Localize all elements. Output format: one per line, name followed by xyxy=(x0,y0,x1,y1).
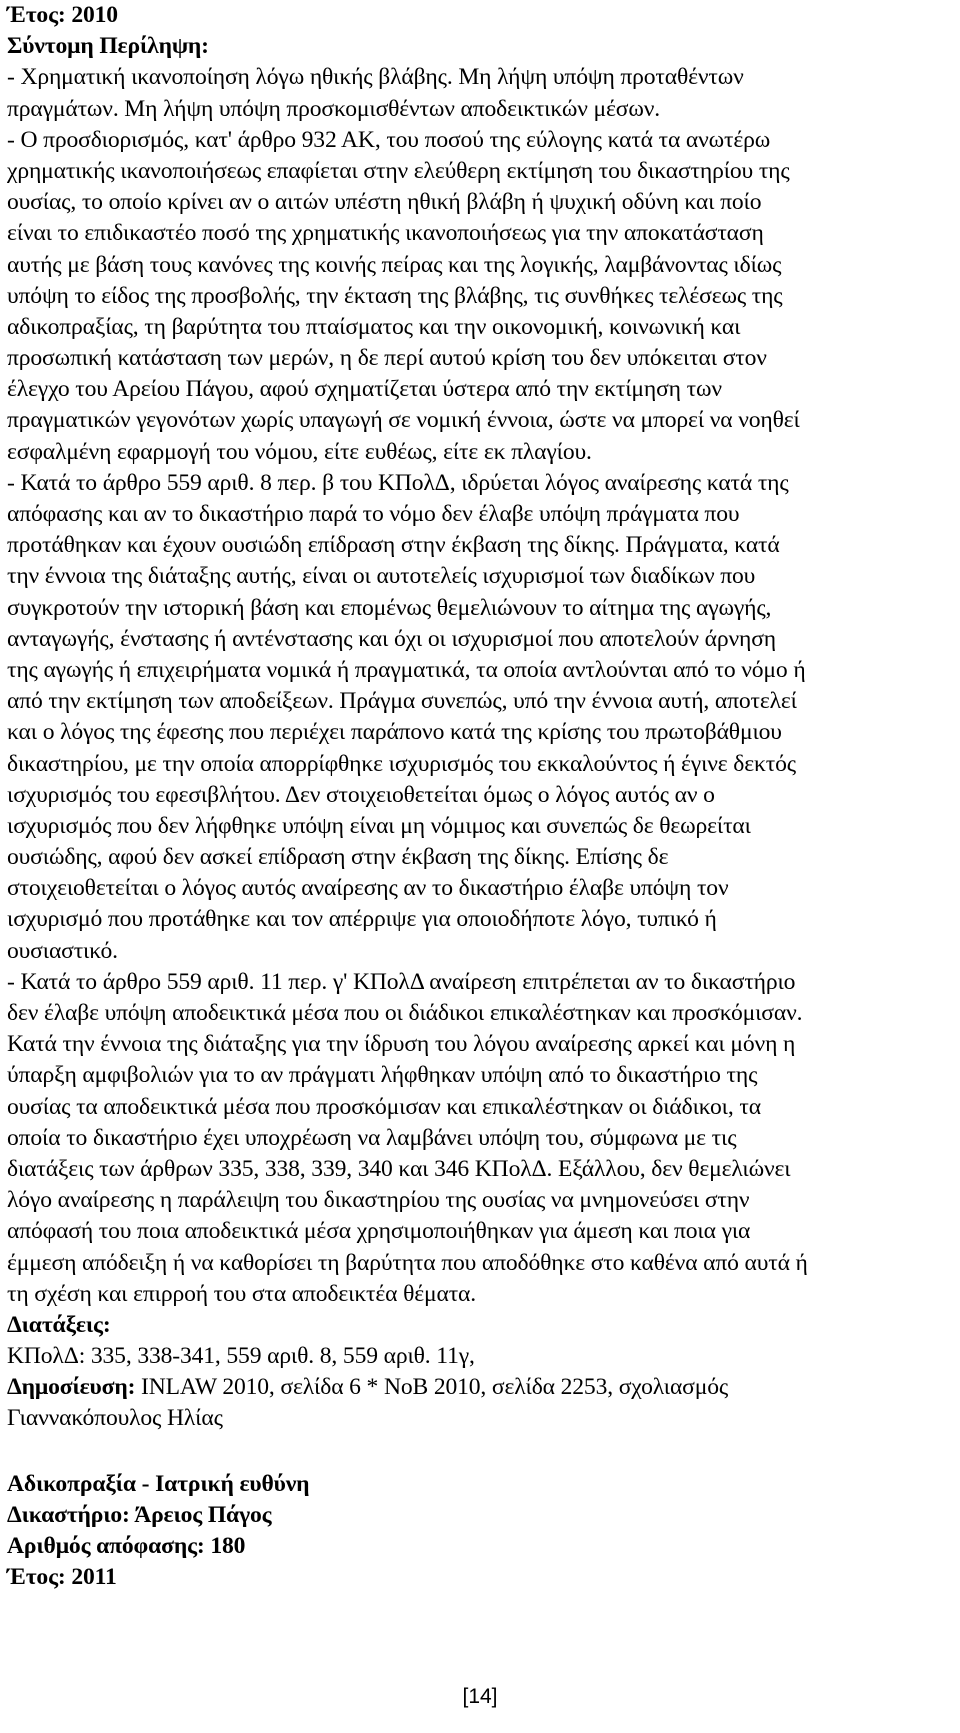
document-page xyxy=(7,0,957,1593)
summary-line: Κατά την έννοια της διάταξης για την ίδρυση του λόγου αναίρεσης αρκεί και μόνη η xyxy=(7,1031,796,1058)
publication-line xyxy=(7,1372,957,1403)
summary-line: - Κατά το άρθρο 559 αριθ. 11 περ. γ' ΚΠολΔ αναίρεση επιτρέπεται αν το δικαστήριο xyxy=(7,968,796,995)
summary-heading: Σύντομη Περίληψη: xyxy=(7,33,209,60)
summary-line: έλεγχο του Αρείου Πάγου, αφού σχηματίζεται ύστερα από την εκτίμηση των xyxy=(7,376,722,403)
summary-line: λόγο αναίρεσης η παράλειψη του δικαστηρίου της ουσίας να μνημονεύσει στην xyxy=(7,1187,750,1214)
year-label: Έτος: xyxy=(7,2,66,28)
summary-line: ύπαρξη αμφιβολιών για το αν πράγματι λήφθηκαν υπόψη από το δικαστήριο της xyxy=(7,1062,758,1089)
summary-line: ανταγωγής, ένστασης ή αντένστασης και όχι οι ισχυρισμοί που αποτελούν άρνηση xyxy=(7,625,776,652)
summary-line: έμμεση απόδειξη ή να καθορίσει τη βαρύτητα που αποδόθηκε στο καθένα από αυτά ή xyxy=(7,1249,808,1276)
summary-line: από την εκτίμηση των αποδείξεων. Πράγμα συνεπώς, υπό την έννοια αυτή, αποτελεί xyxy=(7,688,797,715)
summary-line: προσωπική κατάσταση των μερών, η δε περί αυτού κρίση του δεν υπόκειται στον xyxy=(7,345,767,372)
publication-label: Δημοσίευση: xyxy=(7,1374,136,1401)
summary-line: ουσιώδης, αφού δεν ασκεί επίδραση στην έκβαση της δίκης. Επίσης δε xyxy=(7,844,669,871)
next-case-decision-number: Αριθμός απόφασης: 180 xyxy=(7,1533,246,1559)
summary-line: και ο λόγος της έφεσης που περιέχει παράπονο κατά της κρίσης του πρωτοβάθμιου xyxy=(7,719,782,746)
summary-line: τη σχέση και επιρροή του στα αποδεικτέα θέματα. xyxy=(7,1280,477,1307)
summary-line: στοιχειοθετείται ο λόγος αυτός αναίρεσης αν το δικαστήριο έλαβε υπόψη τον xyxy=(7,875,729,902)
summary-line: είναι το επιδικαστέο ποσό της χρηματικής ικανοποιήσεως για την αποκατάσταση xyxy=(7,220,764,247)
summary-line: - Κατά το άρθρο 559 αριθ. 8 περ. β του ΚΠολΔ, ιδρύεται λόγος αναίρεσης κατά της xyxy=(7,469,789,496)
next-case-court: Δικαστήριο: Άρειος Πάγος xyxy=(7,1501,272,1528)
publication-value: INLAW 2010, σελίδα 6 * ΝοΒ 2010, σελίδα 2253, σχολιασμός xyxy=(141,1374,729,1401)
summary-line: αυτής με βάση τους κανόνες της κοινής πείρας και της λογικής, λαμβάνοντας ιδίως xyxy=(7,251,782,278)
year-value: 2010 xyxy=(71,2,118,28)
summary-line: ουσίας τα αποδεικτικά μέσα που προσκόμισαν και επικαλέστηκαν οι διάδικοι, τα xyxy=(7,1093,761,1120)
section-spacer xyxy=(7,1435,957,1469)
summary-line: ουσίας, το οποίο κρίνει αν ο αιτών υπέστη ηθική βλάβη ή ψυχική οδύνη και ποίο xyxy=(7,189,762,216)
summary-line: διατάξεις των άρθρων 335, 338, 339, 340 και 346 ΚΠολΔ. Εξάλλου, δεν θεμελιώνει xyxy=(7,1155,791,1182)
page-number: [14] xyxy=(462,1685,498,1708)
summary-line: της αγωγής ή επιχειρήματα νομικά ή πραγματικά, τα οποία αντλούνται από το νόμο ή xyxy=(7,656,806,683)
summary-line: δικαστηρίου, με την οποία απορρίφθηκε ισχυρισμός του εκκαλούντος ή έγινε δεκτός xyxy=(7,750,796,777)
summary-line: ουσιαστικό. xyxy=(7,937,118,964)
summary-line: αδικοπραξίας, τη βαρύτητα του πταίσματος και την οικονομική, κοινωνική και xyxy=(7,313,741,340)
summary-line: εσφαλμένη εφαρμογή του νόμου, είτε ευθέως, είτε εκ πλαγίου. xyxy=(7,438,592,465)
summary-line: προτάθηκαν και έχουν ουσιώδη επίδραση στην έκβαση της δίκης. Πράγματα, κατά xyxy=(7,532,780,559)
publication-continuation: Γιαννακόπουλος Ηλίας xyxy=(7,1405,223,1432)
summary-line: ισχυρισμός που δεν λήφθηκε υπόψη είναι μη νόμιμος και συνεπώς δε θεωρείται xyxy=(7,812,751,839)
summary-line: απόφασης και αν το δικαστήριο παρά το νόμο δεν έλαβε υπόψη πράγματα που xyxy=(7,501,740,527)
summary-line: οποία το δικαστήριο έχει υποχρέωση να λαμβάνει υπόψη του, σύμφωνα με τις xyxy=(7,1124,737,1151)
next-case-year: Έτος: 2011 xyxy=(7,1564,117,1591)
summary-line: υπόψη το είδος της προσβολής, την έκταση της βλάβης, τις συνθήκες τελέσεως της xyxy=(7,282,783,309)
provisions-value: ΚΠολΔ: 335, 338-341, 559 αριθ. 8, 559 αριθ. 11γ, xyxy=(7,1343,475,1370)
summary-line: ισχυρισμό που προτάθηκε και τον απέρριψε για οποιοδήποτε λόγο, τυπικό ή xyxy=(7,906,717,933)
summary-line: απόφασή του ποια αποδεικτικά μέσα χρησιμοποιήθηκαν για άμεση και ποια για xyxy=(7,1218,751,1245)
next-case-category: Αδικοπραξία - Ιατρική ευθύνη xyxy=(7,1470,310,1497)
summary-line: ισχυρισμός του εφεσιβλήτου. Δεν στοιχειοθετείται όμως ο λόγος αυτός αν ο xyxy=(7,781,715,808)
year-line xyxy=(7,0,957,31)
provisions-heading: Διατάξεις: xyxy=(7,1311,111,1338)
summary-line: χρηματικής ικανοποιήσεως επαφίεται στην ελεύθερη εκτίμηση του δικαστηρίου της xyxy=(7,157,790,184)
summary-line: συγκροτούν την ιστορική βάση και επομένως θεμελιώνουν το αίτημα της αγωγής, xyxy=(7,594,772,621)
summary-line: την έννοια της διάταξης αυτής, είναι οι αυτοτελείς ισχυρισμοί των διαδίκων που xyxy=(7,563,756,590)
summary-line: - Χρηματική ικανοποίηση λόγω ηθικής βλάβης. Μη λήψη υπόψη προταθέντων xyxy=(7,64,744,91)
summary-line: πραγμάτων. Μη λήψη υπόψη προσκομισθέντων αποδεικτικών μέσων. xyxy=(7,95,660,122)
summary-line: - Ο προσδιορισμός, κατ' άρθρο 932 ΑΚ, του ποσού της εύλογης κατά τα ανωτέρω xyxy=(7,126,771,153)
summary-line: δεν έλαβε υπόψη αποδεικτικά μέσα που οι διάδικοι επικαλέστηκαν και προσκόμισαν. xyxy=(7,1000,803,1026)
summary-line: πραγματικών γεγονότων χωρίς υπαγωγή σε νομική έννοια, ώστε να μπορεί να νοηθεί xyxy=(7,407,800,434)
